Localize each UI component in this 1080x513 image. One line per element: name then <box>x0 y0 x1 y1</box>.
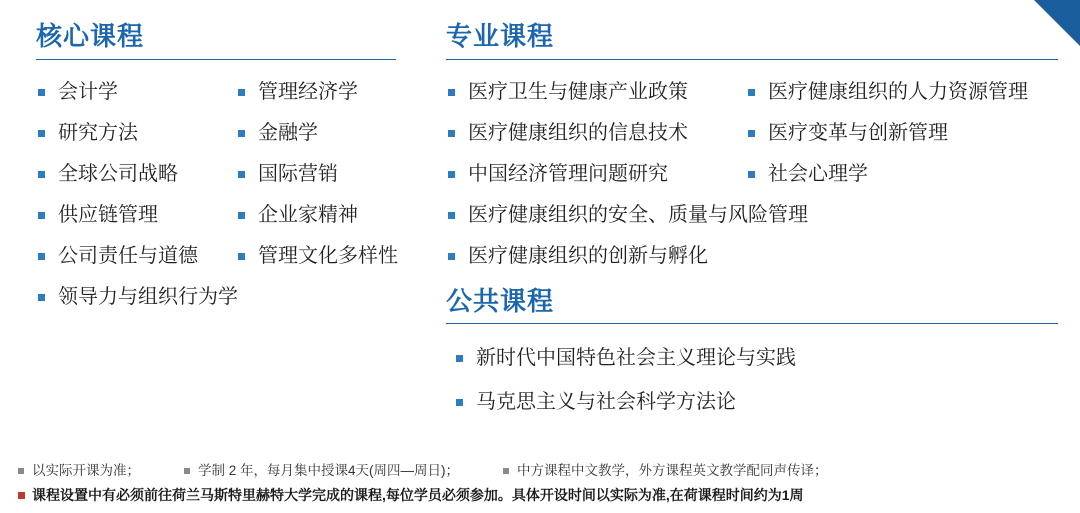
list-item: 医疗健康组织的安全、质量与风险管理 <box>446 195 1062 236</box>
list-item: 金融学 <box>236 113 408 154</box>
list-item: 供应链管理 <box>36 195 236 236</box>
list-item: 医疗变革与创新管理 <box>746 113 1062 154</box>
list-item: 领导力与组织行为学 <box>36 277 236 318</box>
list-item: 医疗健康组织的人力资源管理 <box>746 72 1062 113</box>
course-columns <box>0 22 1080 424</box>
professional-courses-title: 专业课程 <box>446 21 555 51</box>
core-courses-title: 核心课程 <box>36 21 145 51</box>
list-item: 社会心理学 <box>746 154 1062 195</box>
list-item: 全球公司战略 <box>36 154 236 195</box>
list-item: 国际营销 <box>236 154 408 195</box>
footnotes-row <box>18 460 1062 482</box>
core-courses-section <box>0 22 408 318</box>
list-item: 中国经济管理问题研究 <box>446 154 746 195</box>
list-item: 医疗卫生与健康产业政策 <box>446 72 746 113</box>
list-item: 管理文化多样性 <box>236 236 408 277</box>
public-title-divider <box>446 323 1058 324</box>
list-item: 医疗健康组织的信息技术 <box>446 113 746 154</box>
list-item: 企业家精神 <box>236 195 408 236</box>
footnotes-block <box>0 460 1080 505</box>
list-item: 公司责任与道德 <box>36 236 236 277</box>
professional-courses-list-wide <box>446 195 1062 277</box>
list-item: 医疗健康组织的创新与孵化 <box>446 236 1062 277</box>
public-courses-title: 公共课程 <box>446 285 555 316</box>
footnote-item: 中方课程中文教学，外方课程英文教学配同声传译； <box>503 460 828 482</box>
list-item: 会计学 <box>36 72 236 113</box>
professional-title-divider <box>446 59 1058 60</box>
core-courses-list <box>36 72 408 318</box>
public-courses-list <box>446 336 1062 424</box>
list-item: 新时代中国特色社会主义理论与实践 <box>446 336 1062 380</box>
list-item: 马克思主义与社会科学方法论 <box>446 380 1062 424</box>
footnote-highlight: 课程设置中有必须前往荷兰马斯特里赫特大学完成的课程,每位学员必须参加。具体开设时间以实际为准,在荷课程时间约为1周 <box>18 485 1062 505</box>
footnote-item: 以实际开课为准； <box>18 460 140 482</box>
core-title-divider <box>36 59 396 60</box>
list-item: 管理经济学 <box>236 72 408 113</box>
professional-courses-section <box>408 22 1080 424</box>
footnote-item: 学制 2 年，每月集中授课4天(周四—周日)； <box>184 460 459 482</box>
list-item: 研究方法 <box>36 113 236 154</box>
professional-courses-list <box>446 72 1062 195</box>
